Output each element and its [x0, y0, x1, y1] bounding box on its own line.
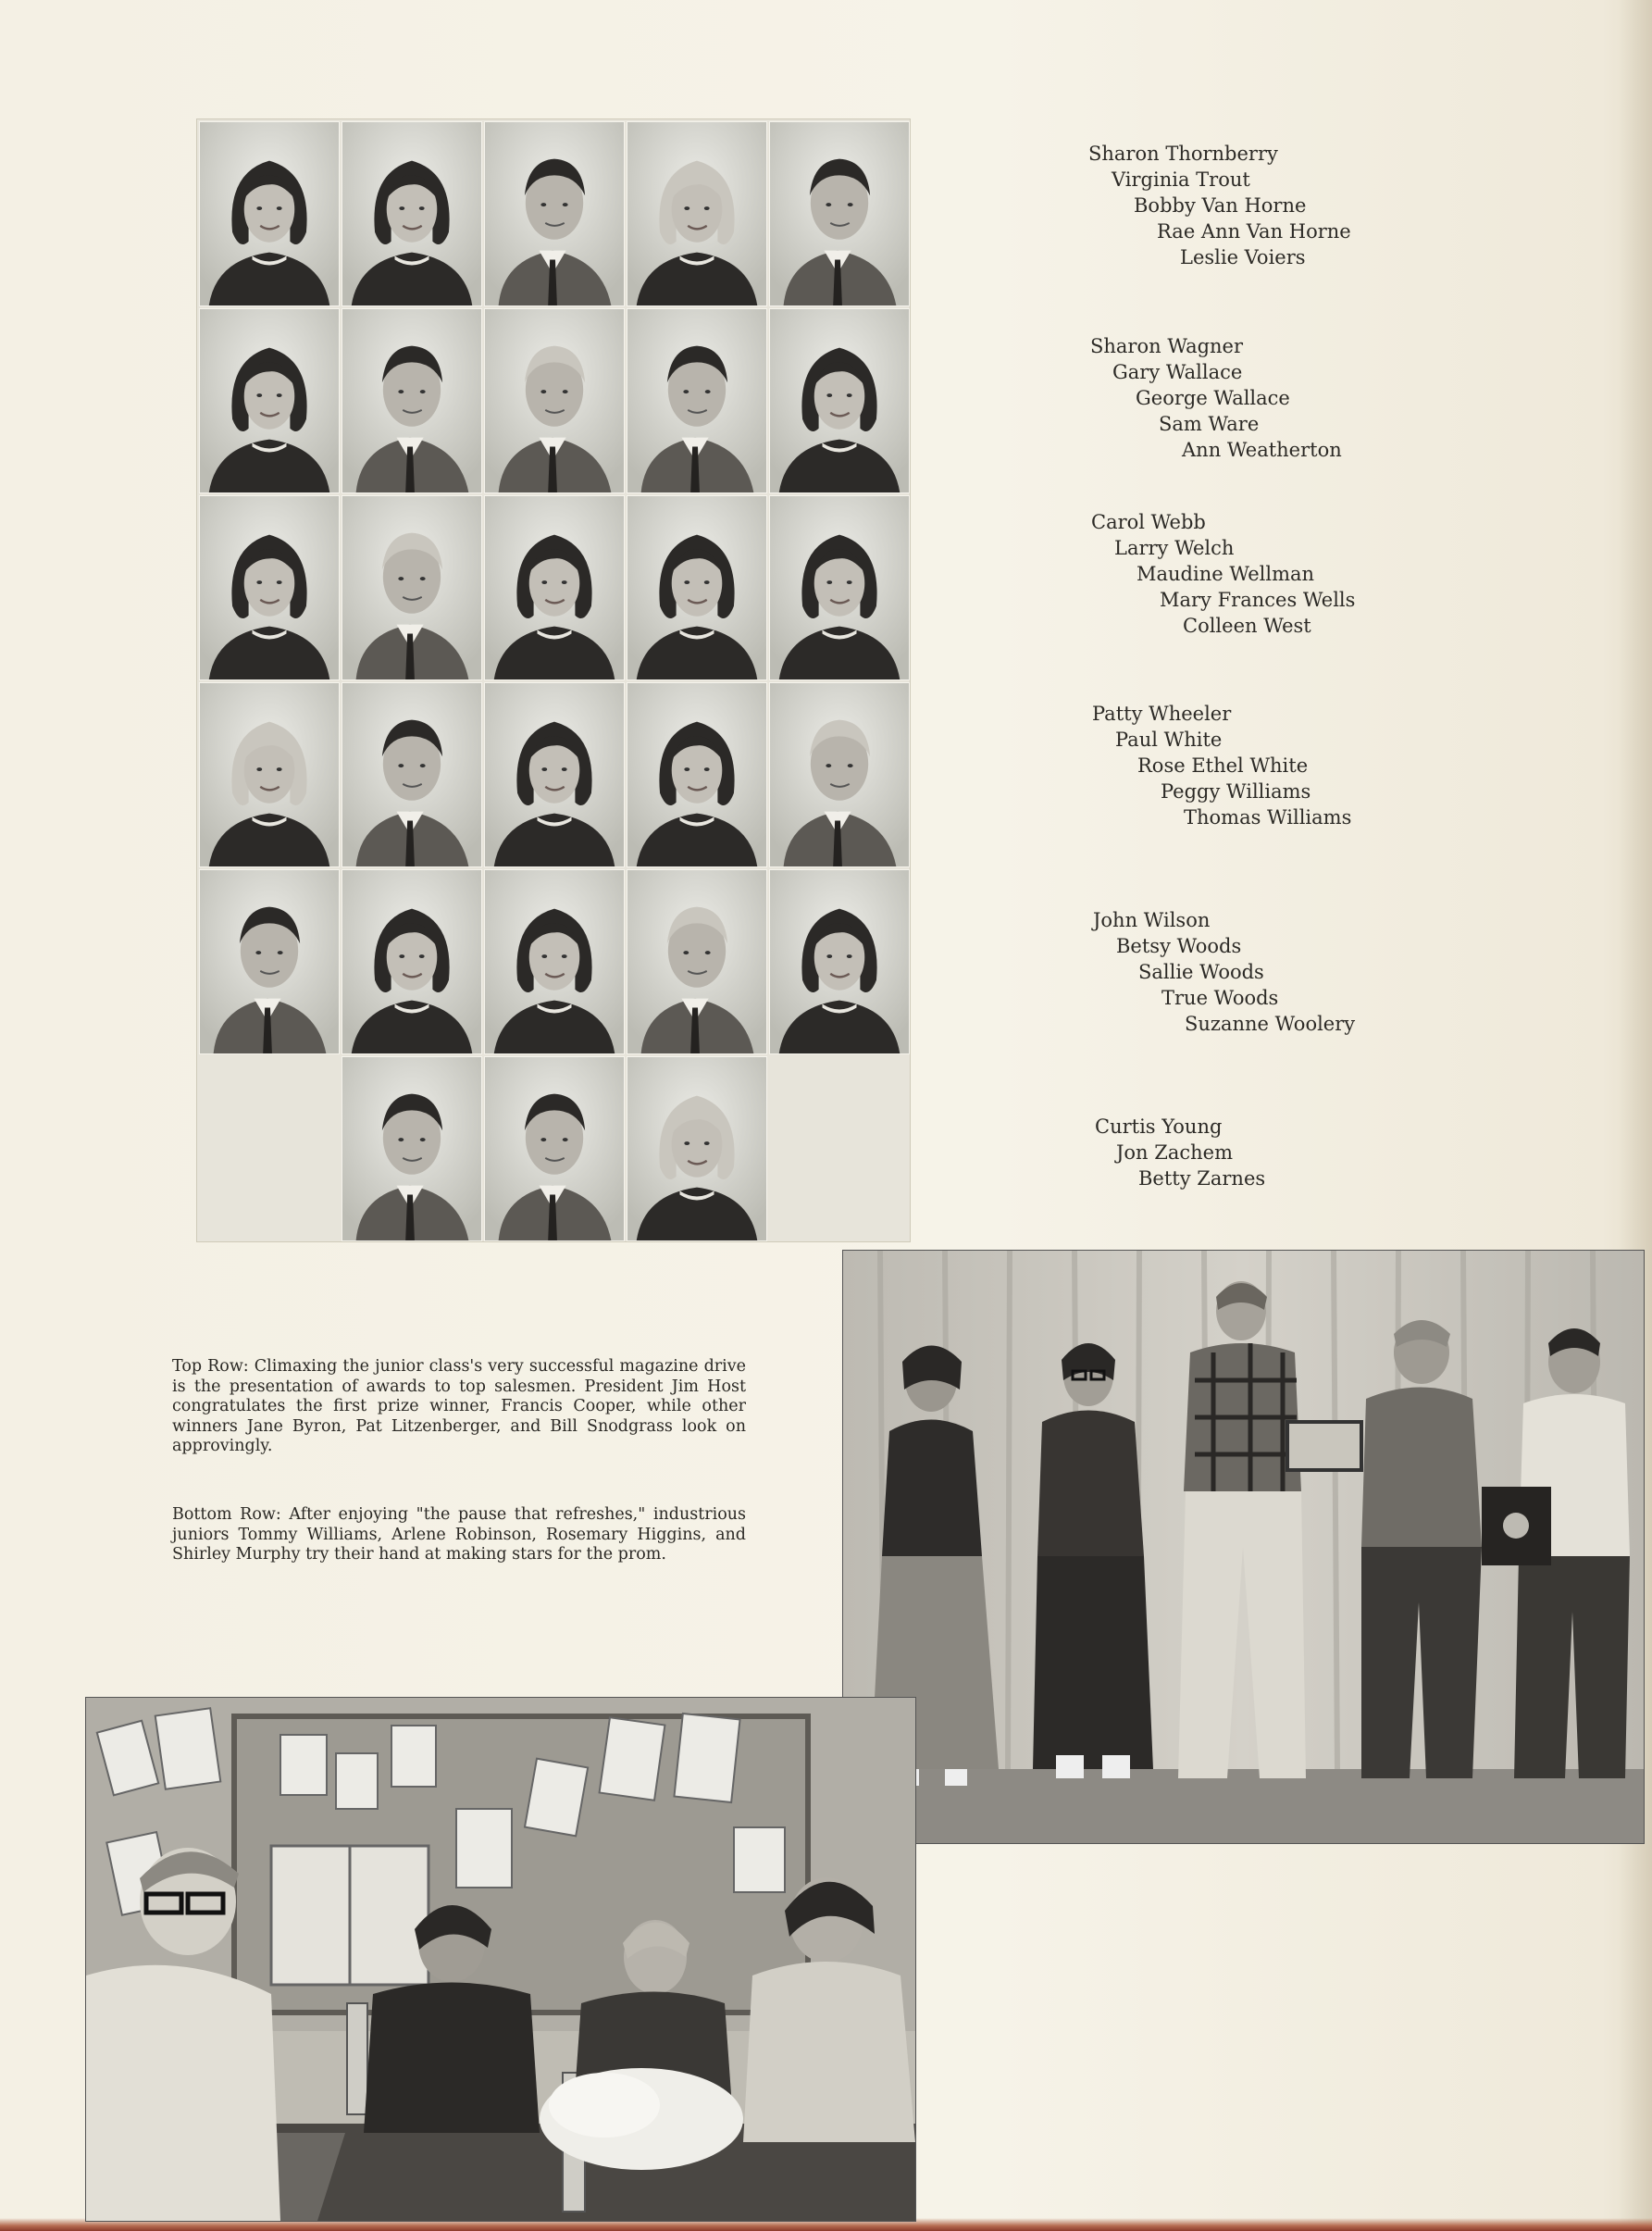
name-entry: Peggy Williams — [1161, 780, 1311, 803]
student-portrait — [627, 121, 767, 306]
name-group-1 — [1088, 141, 1496, 270]
student-portrait — [484, 869, 625, 1054]
student-portrait — [769, 682, 910, 867]
student-portrait — [342, 682, 482, 867]
name-entry: Bobby Van Horne — [1134, 194, 1307, 217]
name-entry: Virginia Trout — [1112, 168, 1250, 191]
name-entry: Larry Welch — [1114, 537, 1235, 559]
name-entry: Paul White — [1115, 729, 1223, 751]
student-portrait — [769, 121, 910, 306]
student-portrait — [484, 682, 625, 867]
name-entry: True Woods — [1161, 987, 1279, 1009]
name-entry: Mary Frances Wells — [1160, 589, 1356, 611]
name-group-2 — [1088, 333, 1496, 463]
prom-stars-photo — [85, 1697, 916, 2222]
name-entry: Suzanne Woolery — [1185, 1013, 1356, 1035]
portrait-grid — [196, 118, 911, 1242]
student-portrait — [484, 495, 625, 680]
student-portrait — [342, 495, 482, 680]
student-portrait — [199, 682, 340, 867]
name-entry: Maudine Wellman — [1137, 563, 1315, 585]
name-entry: John Wilson — [1093, 909, 1211, 931]
name-entry: Betty Zarnes — [1138, 1167, 1266, 1190]
student-portrait — [627, 869, 767, 1054]
name-entry: Leslie Voiers — [1180, 246, 1306, 268]
name-entry: Sallie Woods — [1138, 961, 1264, 983]
name-entry: Carol Webb — [1091, 511, 1206, 533]
name-entry: Betsy Woods — [1116, 935, 1242, 957]
name-entry: Rose Ethel White — [1137, 754, 1309, 777]
student-portrait — [769, 495, 910, 680]
student-portrait — [627, 308, 767, 493]
student-portrait — [769, 308, 910, 493]
name-entry: Gary Wallace — [1112, 361, 1243, 383]
student-portrait — [627, 495, 767, 680]
award-presentation-photo — [842, 1250, 1645, 1844]
name-entry: Curtis Young — [1095, 1116, 1223, 1138]
student-portrait — [484, 1056, 625, 1241]
student-portrait — [199, 869, 340, 1054]
student-portrait — [627, 1056, 767, 1241]
student-portrait — [342, 121, 482, 306]
name-group-4 — [1088, 701, 1496, 830]
name-group-6 — [1088, 1114, 1496, 1191]
caption-bottom-row: Bottom Row: After enjoying "the pause that refreshes," industrious juniors Tommy Williams, Arlene Robinson, Rosemary Higgins, and Shirley Murphy try their hand at making stars for the prom. — [172, 1505, 746, 1564]
student-portrait — [484, 121, 625, 306]
name-entry: Jon Zachem — [1116, 1141, 1233, 1164]
name-entry: Ann Weatherton — [1182, 439, 1342, 461]
student-portrait — [484, 308, 625, 493]
name-entry: George Wallace — [1136, 387, 1290, 409]
name-entry: Sharon Wagner — [1090, 335, 1244, 357]
student-portrait — [199, 495, 340, 680]
student-portrait — [199, 308, 340, 493]
caption-top-row: Top Row: Climaxing the junior class's very successful magazine drive is the presentation of awards to top salesmen. President Jim Host congratulates the first prize winner, Francis Cooper, while other winners Jane Byron, Pat Litzenberger, and Bill Snodgrass look on approvingly. — [172, 1357, 746, 1455]
student-portrait — [342, 308, 482, 493]
name-entry: Colleen West — [1183, 615, 1311, 637]
student-portrait — [199, 121, 340, 306]
name-entry: Patty Wheeler — [1092, 703, 1232, 725]
student-portrait — [342, 1056, 482, 1241]
name-entry: Sharon Thornberry — [1088, 143, 1278, 165]
name-group-5 — [1088, 907, 1496, 1037]
student-portrait — [627, 682, 767, 867]
name-entry: Thomas Williams — [1184, 806, 1352, 829]
name-entry: Sam Ware — [1159, 413, 1260, 435]
student-portrait — [342, 869, 482, 1054]
student-portrait — [769, 869, 910, 1054]
name-group-3 — [1088, 509, 1496, 639]
name-entry: Rae Ann Van Horne — [1157, 220, 1351, 243]
page-edge-shadow — [1619, 0, 1652, 2231]
